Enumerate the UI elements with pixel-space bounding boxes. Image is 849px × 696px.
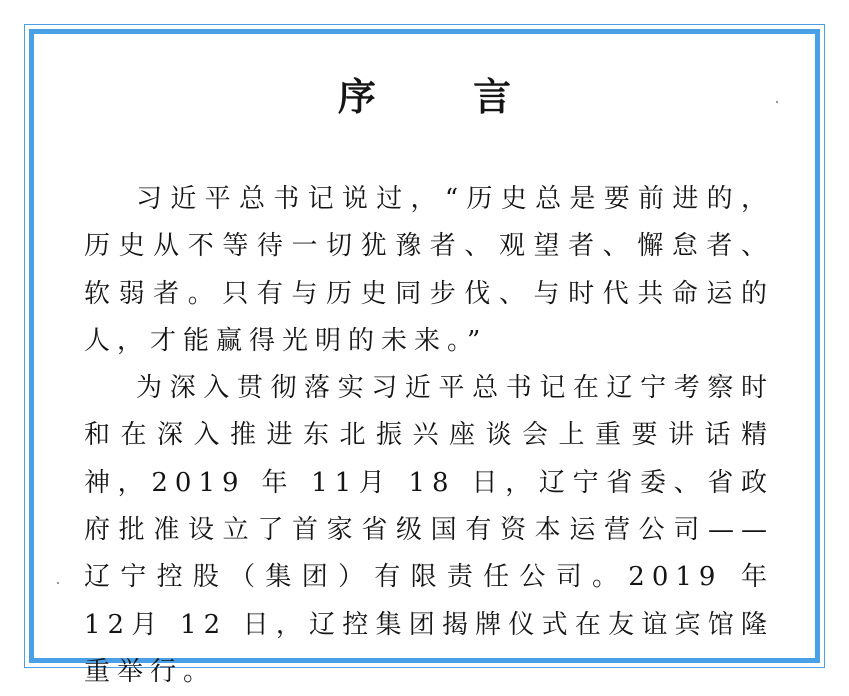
- scan-speck: [57, 582, 59, 584]
- paragraph-1: 习近平总书记说过，“历史总是要前进的，历史从不等待一切犹豫者、观望者、懈怠者、软弱者。只有与历史同步伐、与时代共命运的人，才能赢得光明的未来。”: [84, 184, 774, 356]
- paragraph-2: 为深入贯彻落实习近平总书记在辽宁考察时和在深入推进东北振兴座谈会上重要讲话精神，2019 年 11月 18 日，辽宁省委、省政府批准设立了首家省级国有资本运营公司——辽宁控股（集团）有限责任公司。2019 年 12月 12 日，辽控集团揭牌仪式在友谊宾馆隆重举行。: [84, 373, 774, 687]
- page-title: 序 言: [337, 74, 554, 119]
- scan-speck: [776, 101, 778, 103]
- document-page: [34, 34, 815, 687]
- preface-body: [84, 176, 774, 696]
